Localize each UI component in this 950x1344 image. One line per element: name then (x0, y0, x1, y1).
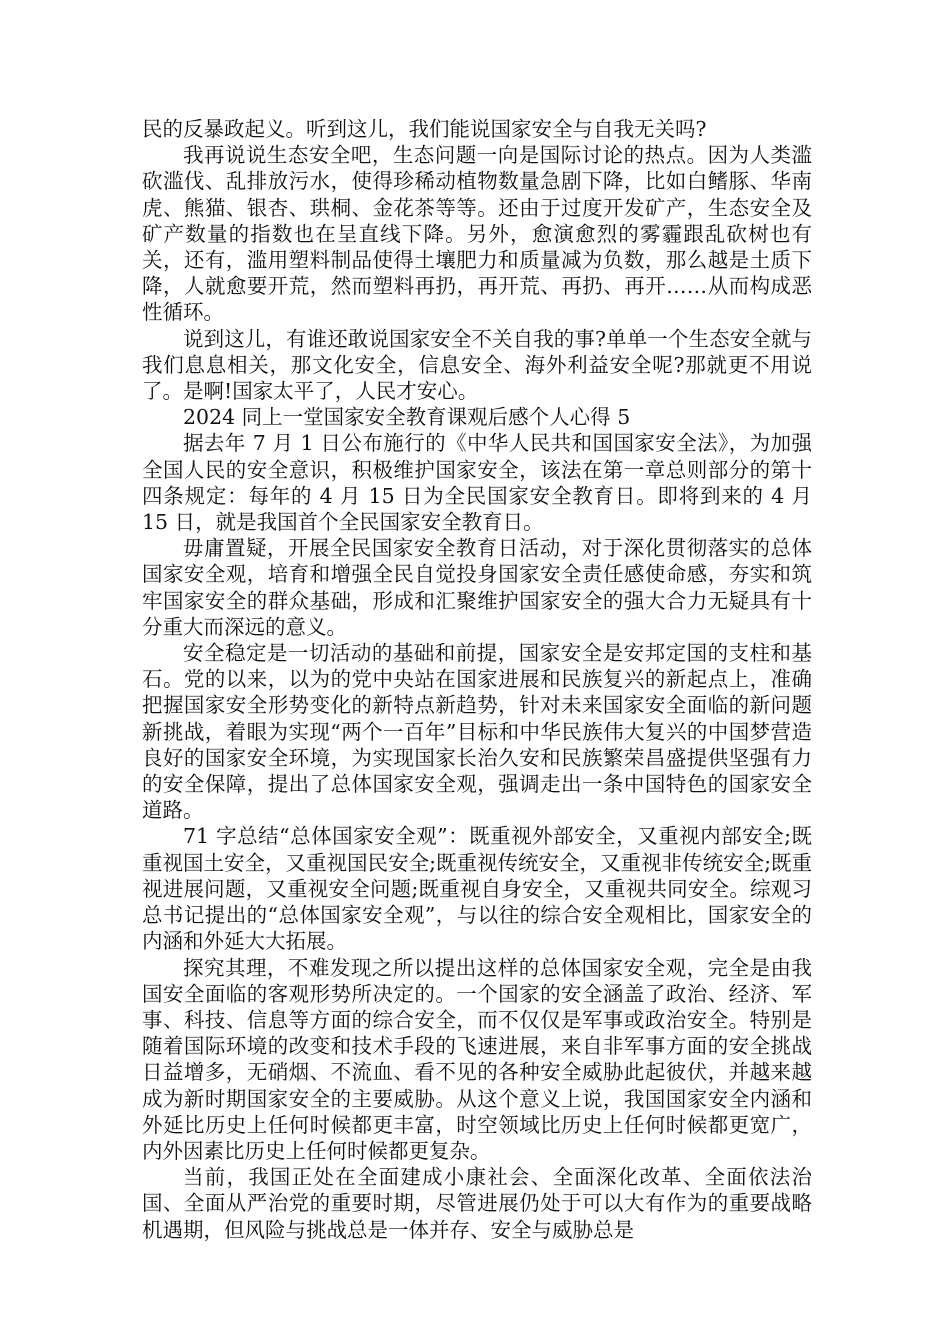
paragraph-conclusion: 说到这儿，有谁还敢说国家安全不关自我的事?单单一个生态安全就与我们息息相关，那文化安全，信息安全、海外利益安全呢?那就更不用说了。是啊!国家太平了，人民才安心。 (142, 326, 812, 404)
paragraph-current-period: 当前，我国正处在全面建成小康社会、全面深化改革、全面依法治国、全面从严治党的重要时期，尽管进展仍处于可以大有作为的重要战略机遇期，但风险与挑战总是一体并存、安全与威胁总是 (142, 1165, 812, 1242)
paragraph-security-law: 据去年 7 月 1 日公布施行的《中华人民共和国国家安全法》，为加强全国人民的安全意识，积极维护国家安全，该法在第一章总则部分的第十四条规定：每年的 4 月 15 日为全民国家安全教育日。即将到来的 4 月 15 日，就是我国首个全民国家安全教育日。 (142, 431, 812, 535)
paragraph-continuation: 民的反暴政起义。听到这儿，我们能说国家安全与自我无关吗? (142, 117, 707, 141)
paragraph-71-characters: 71 字总结“总体国家安全观”：既重视外部安全，又重视内部安全;既重视国土安全，又重视国民安全;既重视传统安全，又重视非传统安全;既重视进展问题，又重视安全问题;既重视自身安全，又重视共同安全。综观习总书记提出的“总体国家安全观”，与以往的综合安全观相比，国家安全的内涵和外延大大拓展。 (142, 824, 812, 954)
document-page (142, 116, 812, 1243)
paragraph-education-day: 毋庸置疑，开展全民国家安全教育日活动，对于深化贯彻落实的总体国家安全观，培育和增强全民自觉投身国家安全责任感使命感，夯实和筑牢国家安全的群众基础，形成和汇聚维护国家安全的强大合力无疑具有十分重大而深远的意义。 (142, 536, 812, 639)
paragraph-ecological-security: 我再说说生态安全吧，生态问题一向是国际讨论的热点。因为人类滥砍滥伐、乱排放污水，使得珍稀动植物数量急剧下降，比如白鳍豚、华南虎、熊猫、银杏、珙桐、金花茶等等。还由于过度开发矿产，生态安全及矿产数量的指数也在呈直线下降。另外，愈演愈烈的雾霾跟乱砍树也有关，还有，滥用塑料制品使得土壤肥力和质量减为负数，那么越是土质下降，人就愈要开荒，然而塑料再扔，再开荒、再扔、再开……从而构成恶性循环。 (142, 143, 812, 325)
paragraph-analysis: 探究其理，不难发现之所以提出这样的总体国家安全观，完全是由我国安全面临的客观形势所决定的。一个国家的安全涵盖了政治、经济、军事、科技、信息等方面的综合安全，而不仅仅是军事或政治安全。特别是随着国际环境的改变和技术手段的飞速进展，来自非军事方面的安全挑战日益增多，无硝烟、不流血、看不见的各种安全威胁此起彼伏，并越来越成为新时期国家安全的主要威胁。从这个意义上说，我国国家安全内涵和外延比历史上任何时候都更丰富，时空领域比历史上任何时候都更宽广，内外因素比历史上任何时候都更复杂。 (142, 955, 812, 1163)
section-heading: 2024 同上一堂国家安全教育课观后感个人心得 5 (183, 405, 631, 430)
paragraph-stability: 安全稳定是一切活动的基础和前提，国家安全是安邦定国的支柱和基石。党的以来，以为的党中央站在国家进展和民族复兴的新起点上，准确把握国家安全形势变化的新特点新趋势，针对未来国家安全面临的新问题新挑战，着眼为实现“两个一百年”目标和中华民族伟大复兴的中国梦营造良好的国家安全环境，为实现国家长治久安和民族繁荣昌盛提供坚强有力的安全保障，提出了总体国家安全观，强调走出一条中国特色的国家安全道路。 (142, 641, 812, 823)
